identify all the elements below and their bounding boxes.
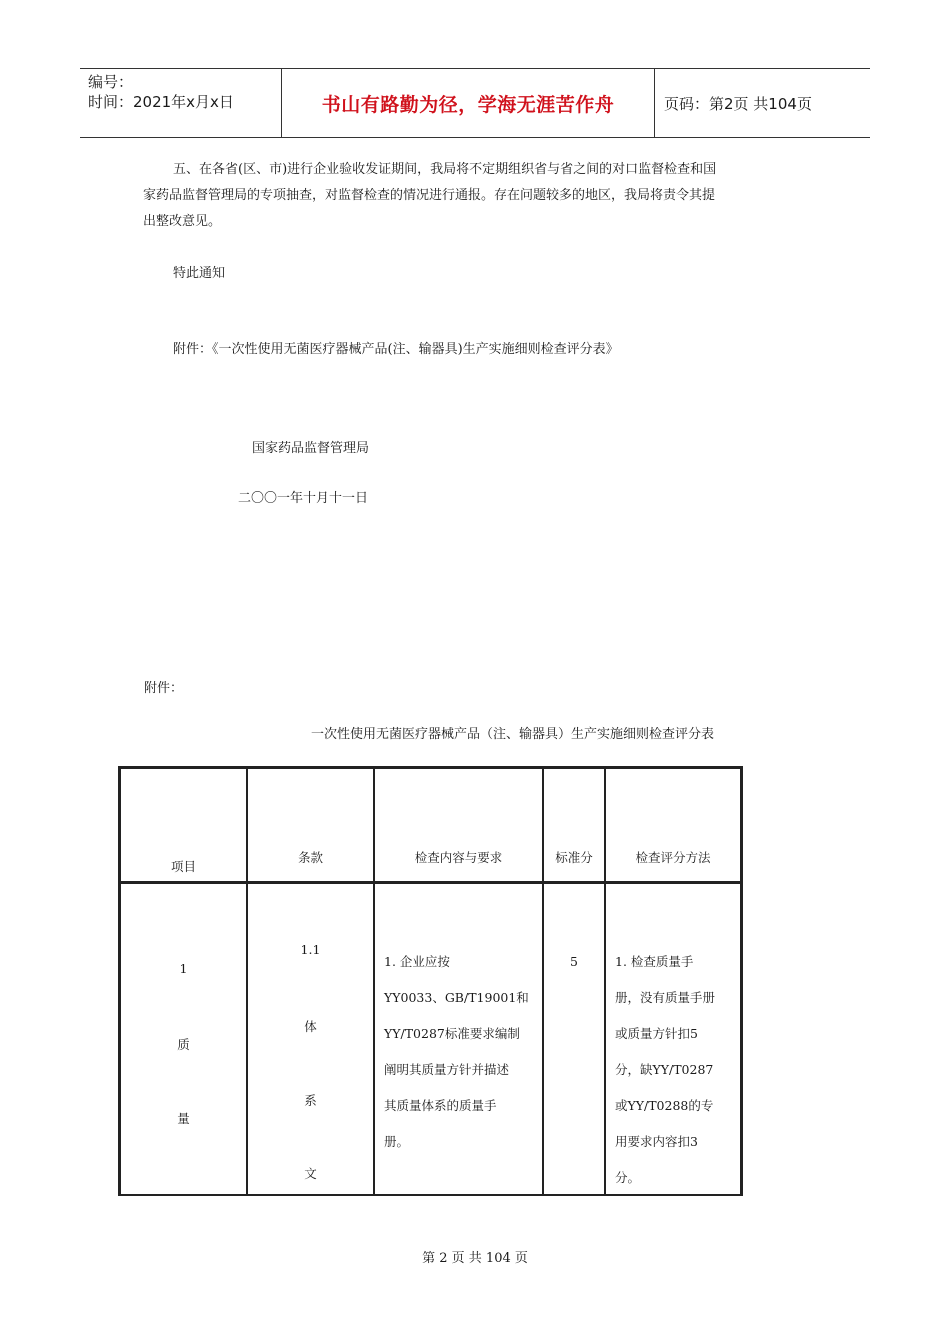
- issuer-name: 国家药品监督管理局: [252, 441, 370, 456]
- method-line: 1. 检查质量手: [615, 954, 694, 969]
- column-divider-4: [604, 766, 606, 1196]
- table-header-separator: [118, 881, 743, 884]
- clause-char: 文: [304, 1166, 317, 1181]
- table-border-right: [740, 766, 743, 1196]
- issue-date: 二〇〇一年十月十一日: [238, 491, 369, 506]
- paragraph-5: 五、在各省(区、市)进行企业验收发证期间，我局将不定期组织省与省之间的对口监督检查和国家药品监督管理局的专项抽查，对监督检查的情况进行通报。存在问题较多的地区，我局将责令其提出整改意见。: [143, 162, 717, 229]
- header-slogan-box: [281, 69, 655, 137]
- header-cell-clause: 条款: [297, 850, 323, 865]
- method-line: 分，缺YY/T0287: [615, 1062, 714, 1077]
- clause-char: 系: [304, 1093, 317, 1108]
- document-time-label: 时间：2021年x月x日: [88, 93, 234, 111]
- page-footer: 第 2 页 共 104 页: [422, 1251, 528, 1266]
- clause-char: 体: [304, 1019, 317, 1034]
- column-divider-2: [373, 766, 375, 1196]
- header-meta: [80, 69, 280, 137]
- method-line: 分。: [615, 1170, 641, 1185]
- method-cell: [615, 944, 740, 1196]
- item-char: 质: [177, 1037, 190, 1052]
- header-slogan: 书山有路勤为径，学海无涯苦作舟: [321, 93, 615, 116]
- content-line: 1. 企业应按: [384, 954, 450, 969]
- item-char: 量: [177, 1111, 190, 1126]
- content-cell: [384, 944, 542, 1160]
- column-divider-3: [542, 766, 544, 1196]
- column-divider-1: [246, 766, 248, 1196]
- content-line: YY0033、GB/T19001和: [384, 990, 529, 1005]
- header-cell-method: 检查评分方法: [635, 850, 711, 865]
- attachment-label: 附件：: [144, 681, 184, 696]
- item-number: 1: [179, 961, 188, 976]
- inspection-score-table: [118, 766, 743, 1196]
- content-line: 册。: [384, 1134, 410, 1149]
- header-cell-content: 检查内容与要求: [414, 850, 503, 865]
- header-cell-score: 标准分: [555, 850, 593, 865]
- method-line: 册，没有质量手册: [615, 990, 716, 1005]
- header-cell-item: 项目: [170, 859, 196, 874]
- table-border-left: [118, 766, 121, 1196]
- clause-number: 1.1: [300, 942, 321, 957]
- content-line: 其质量体系的质量手: [384, 1098, 497, 1113]
- content-line: 阐明其质量方针并描述: [384, 1062, 510, 1077]
- attachment-reference: 附件：《一次性使用无菌医疗器械产品(注、输器具)生产实施细则检查评分表》: [173, 342, 619, 357]
- method-line: 或质量方针扣5: [615, 1026, 698, 1041]
- method-line: 用要求内容扣3: [615, 1134, 698, 1149]
- table-title: 一次性使用无菌医疗器械产品（注、输器具）生产实施细则检查评分表: [311, 727, 715, 742]
- method-line: 或YY/T0288的专: [615, 1098, 714, 1113]
- standard-score: 5: [570, 954, 578, 969]
- document-number-label: 编号：: [88, 73, 134, 91]
- page-header: [80, 68, 870, 138]
- header-page-info: 页码：第2页 共104页: [664, 94, 812, 113]
- notice-text: 特此通知: [173, 266, 226, 281]
- table-border-top: [118, 766, 743, 769]
- content-line: YY/T0287标准要求编制: [384, 1026, 520, 1041]
